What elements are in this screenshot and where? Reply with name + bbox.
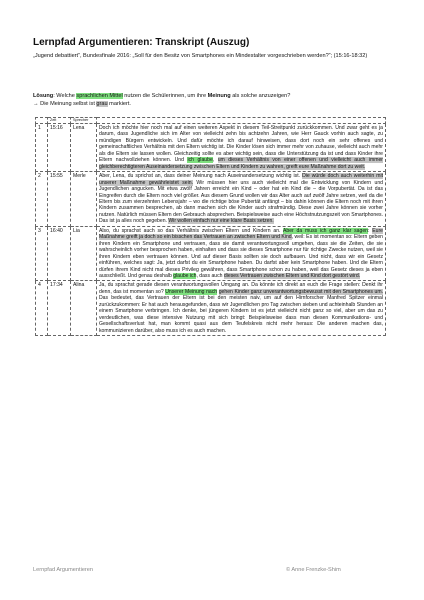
transcript-table <box>35 117 386 336</box>
row-time: 17:34 <box>48 281 71 336</box>
row-statement <box>97 124 386 172</box>
solution-line2-2: markiert. <box>107 100 131 107</box>
row-speaker: Alina <box>71 281 97 336</box>
statement-text: Das bedeutet, das Vertrauen der Eltern ist bei den meisten naiv, um auf den Hirnforscher Manfred Spitzer einmal zurückzukommen: Er hat auch herausgefunden, dass wir Jugendlichen pro Tag zwischen sieben und achteinhalb Stunden an einem Smartphone verbringen. Ich denke, bei jüngeren Kindern ist es jetzt vielleicht nicht ganz so viel, aber um das zu verdeutlichen, was diese intensive Nutzung mit sich bringt: Beispielsweise dass man diesen Kommunikations- und Gesellschaftsverlust hat, man kommt quasi aus dem Teufelskreis nicht mehr heraus: Die anderen machen das, kommunizieren darüber, also muss ich es auch machen. <box>99 295 383 334</box>
highlight-opinion: Die würde doch auch weiterhin mit unserer Maßnahme gewährleistet sein. <box>99 173 384 186</box>
table-row <box>36 172 386 227</box>
row-speaker: Lia <box>71 226 97 281</box>
row-time: 15:16 <box>48 124 71 172</box>
highlight-opinion: dieses Vertrauen zwischen Eltern und Kind dort gestört wird. <box>223 272 361 279</box>
highlight-linguistic-marker: ich glaube <box>187 157 213 164</box>
statement-text: Also, du sprachst auch so das Verhältnis zwischen Eltern und Kindern an. <box>99 227 283 234</box>
row-statement <box>97 172 386 227</box>
highlight-opinion: gehen Kinder ganz unverantwortungsbewusst mit den Smartphones um. <box>218 288 383 295</box>
statement-text: Ja, du sprachst gerade diesen verantwortungsvollen Umgang an. Da könnte ich direkt an euch die Frage stellen: Denkt ihr denn, das ist momentan so? <box>99 282 383 295</box>
solution-bold: Meinung <box>207 93 231 99</box>
highlight-linguistic-marker: Aber da muss ich ganz klar sagen <box>282 227 369 234</box>
highlight-gray: grau <box>96 100 108 107</box>
highlight-linguistic-marker: glaube ich <box>173 272 197 279</box>
solution-text-2: nutzen die Schülerinnen, um ihre <box>122 93 208 99</box>
solution-text <box>33 93 389 108</box>
footer-right: © Anne Frenzke-Shim <box>286 567 341 573</box>
row-time: 16:40 <box>48 226 71 281</box>
solution-line2-1: → Die Meinung selbst ist <box>33 100 97 107</box>
row-number: 4 <box>36 281 48 336</box>
statement-text: , <box>212 157 218 164</box>
highlight-green: sprachlichen Mittel <box>76 93 123 99</box>
page-title: Lernpfad Argumentieren: Transkript (Auszug) <box>33 37 250 48</box>
subtitle: „Jugend debattiert“, Bundesfinale 2016: „Soll für den Besitz von Smartphones ein Mindestalter vorgeschrieben werden?“; (15:16-18:32) <box>33 53 368 59</box>
table-row <box>36 124 386 172</box>
highlight-linguistic-marker: Unserer Meinung nach <box>165 288 218 295</box>
highlight-opinion: um dieses Verhältnis von einer offenen und vielleicht auch immer gleichberechtigteren Auseinandersetzung zwischen Eltern und Kindern zu wahren, greift eure Maßnahme dort zu weit. <box>99 157 383 170</box>
solution-label: Lösung <box>33 93 54 99</box>
row-time: 15:55 <box>48 172 71 227</box>
table-row <box>36 226 386 281</box>
highlight-opinion: Wir wollen einfach nur eine klare Basis setzen. <box>168 218 274 225</box>
statement-text: , weil: Es ist momentan so: Eltern geben ihren Kindern ein Smartphone und vertrauen, dass sie damit verantwortungsvoll umgehen, dass sie die Zeiten, die sie wahrscheinlich vorher besprochen haben, einhalten und dass sie dieses Smartphone nur für richtige Zwecke nutzen, weil sie ihren Kindern eben vertrauen können. Und auf dieser Basis sollten sie doch aufbauen. Und nicht, dass wir ein Gesetz einführen, welches sagt: Ja, jetzt darfst du ein Smartphone haben. Du darfst aber kein Smartphone haben. Und die Eltern dürfen ihrem Kind nicht mal dieses Privileg gewähren, dass Smartphone schon zu haben, weil das Gesetz dieses ja eben ausschließt. Und genau deshalb <box>99 234 383 279</box>
statement-text: Wir müssen hier uns auch vielleicht mal die Entwicklung von Kindern und Jugendlichen angucken. Mit etwa zwölf Jahren erreicht ein Kind – oder hat ein Kind die – die Vorpubertät. Da ist das Eingreifen durch die Eltern noch viel größer. Aus diesem Grund wollen wir das Alter auch auf zwölf Jahre setzen, weil da die Eltern bis zum vierzehnten Lebensjahr – wo die richtige böse Pubertät anfängt – bis dahin können die Eltern noch mit ihren Kindern zusammen besprechen, ab dann machen sich die Kinder auch strafmündig. Diese zwei Jahre können sie vorher nutzen. Natürlich müssen Eltern den Gebrauch absprechen. Beispielsweise auch eine Höchstnutzungszeit von Smartphones. Das ist ja alles noch gegeben. <box>99 179 383 225</box>
header-speaker: Sprecher <box>71 118 97 124</box>
row-speaker: Merle <box>71 172 97 227</box>
header-time: Zeit <box>48 118 71 124</box>
solution-text-3: als solche anzuzeigen? <box>230 93 291 99</box>
statement-text: : <box>368 227 373 234</box>
highlight-opinion: Eure Maßnahme greift ja doch so ein bisschen das Vertrauen an zwischen Eltern und Kind <box>99 227 383 241</box>
row-speaker: Lena <box>71 124 97 172</box>
statement-text: Aber, Lena, du sprichst an, dass deiner Meinung nach Auseinandersetzung wichtig ist. <box>99 173 303 180</box>
row-number: 3 <box>36 226 48 281</box>
solution-text-1: : Welche <box>53 93 77 99</box>
row-statement <box>97 281 386 336</box>
row-number: 2 <box>36 172 48 227</box>
row-number: 1 <box>36 124 48 172</box>
row-statement <box>97 226 386 281</box>
statement-text: Doch ich möchte hier noch mal auf einen weiteren Aspekt in diesem Teil-Streitpunkt zurückkommen. Und zwar geht es ja darum, dass Jugendliche sich im Alter von vielleicht zehn bis achtzehn Jahren, wie Herr Gauck vorhin auch sagte, zu mündigen Bürgern entwickeln. Und dafür möchte ich darauf hinweisen, dass dort noch ein sehr offenes und gemeinschaftliches Verhältnis mit den Eltern wichtig ist. Die Kinder lösen sich immer mehr von zuhause, vielleicht auch mehr als die Eltern sie lassen wollen. Gleichzeitig sollte es aber wichtig sein, dass die Unterstützung da ist und dass Kinder ihre Eltern nachvollziehen können. Und <box>99 125 383 164</box>
statement-text: , dass auch <box>196 272 224 279</box>
footer-left: Lernpfad Argumentieren <box>33 567 94 573</box>
table-body <box>36 124 386 336</box>
table-row <box>36 281 386 336</box>
